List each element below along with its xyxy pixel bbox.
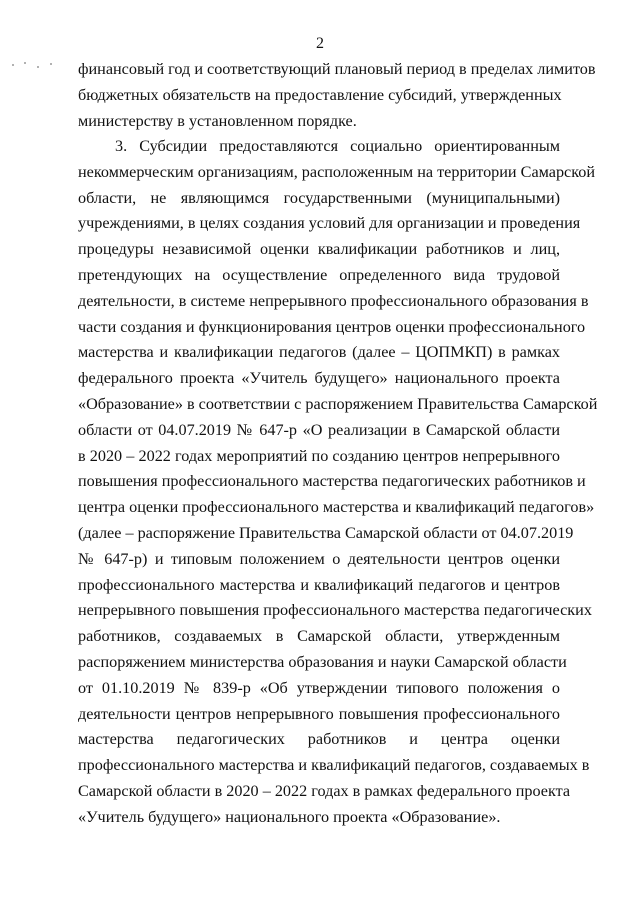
text-line: части создания и функционирования центров оценки профессионального [78, 317, 586, 336]
text-line: Самарской области в 2020 – 2022 годах в рамках федерального проекта [78, 781, 571, 800]
page-number: 2 [316, 35, 324, 52]
text-line: распоряжением министерства образования и науки Самарской области [78, 652, 567, 671]
text-line: № 647-р) и типовым положением о деятельности центров оценки [78, 549, 560, 568]
text-line: процедуры независимой оценки квалификации работников и лиц, [78, 240, 560, 259]
text-line: мастерства и квалификации педагогов (далее – ЦОПМКП) в рамках [78, 343, 560, 362]
text-line: некоммерческим организациям, расположенным на территории Самарской [78, 162, 596, 181]
text-line: области, не являющимся государственными (муниципальными) [78, 188, 560, 207]
text-line: «Образование» в соответствии с распоряжением Правительства Самарской [78, 394, 598, 413]
text-line: финансовый год и соответствующий плановый период в пределах лимитов [78, 60, 596, 78]
text-line: министерству в установленном порядке. [78, 111, 357, 130]
text-line: повышения профессионального мастерства педагогических работников и [78, 472, 586, 491]
text-line: «Учитель будущего» национального проекта «Образование». [78, 807, 501, 826]
scan-artifact [10, 60, 60, 72]
text-line: области от 04.07.2019 № 647-р «О реализации в Самарской области [78, 420, 560, 439]
text-line: бюджетных обязательств на предоставление субсидий, утвержденных [78, 85, 562, 104]
text-line: деятельности центров непрерывного повышения профессионального [78, 704, 560, 723]
text-line: 3. Субсидии предоставляются социально ориентированным [115, 137, 560, 155]
text-line: деятельности, в системе непрерывного профессионального образования в [78, 291, 589, 310]
text-line: мастерства педагогических работников и центра оценки [78, 730, 560, 749]
text-line: профессионального мастерства и квалификаций педагогов, создаваемых в [78, 756, 590, 775]
text-line: (далее – распоряжение Правительства Самарской области от 04.07.2019 [78, 523, 574, 542]
text-line: претендующих на осуществление определенного вида трудовой [78, 265, 560, 284]
text-line: в 2020 – 2022 годах мероприятий по созданию центров непрерывного [78, 446, 560, 465]
text-line: от 01.10.2019 № 839-р «Об утверждении типового положения о [78, 678, 560, 697]
text-line: профессионального мастерства и квалификаций педагогов и центров [78, 575, 560, 594]
text-line: центра оценки профессионального мастерства и квалификаций педагогов» [78, 498, 595, 517]
text-line: непрерывного повышения профессионального мастерства педагогических [78, 601, 592, 620]
paragraph-subsidies [78, 134, 598, 831]
paragraph-continuation [78, 57, 596, 134]
text-line: работников, создаваемых в Самарской области, утвержденным [78, 627, 560, 646]
text-line: учреждениями, в целях создания условий для организации и проведения [78, 214, 581, 233]
text-line: федерального проекта «Учитель будущего» национального проекта [78, 369, 560, 388]
